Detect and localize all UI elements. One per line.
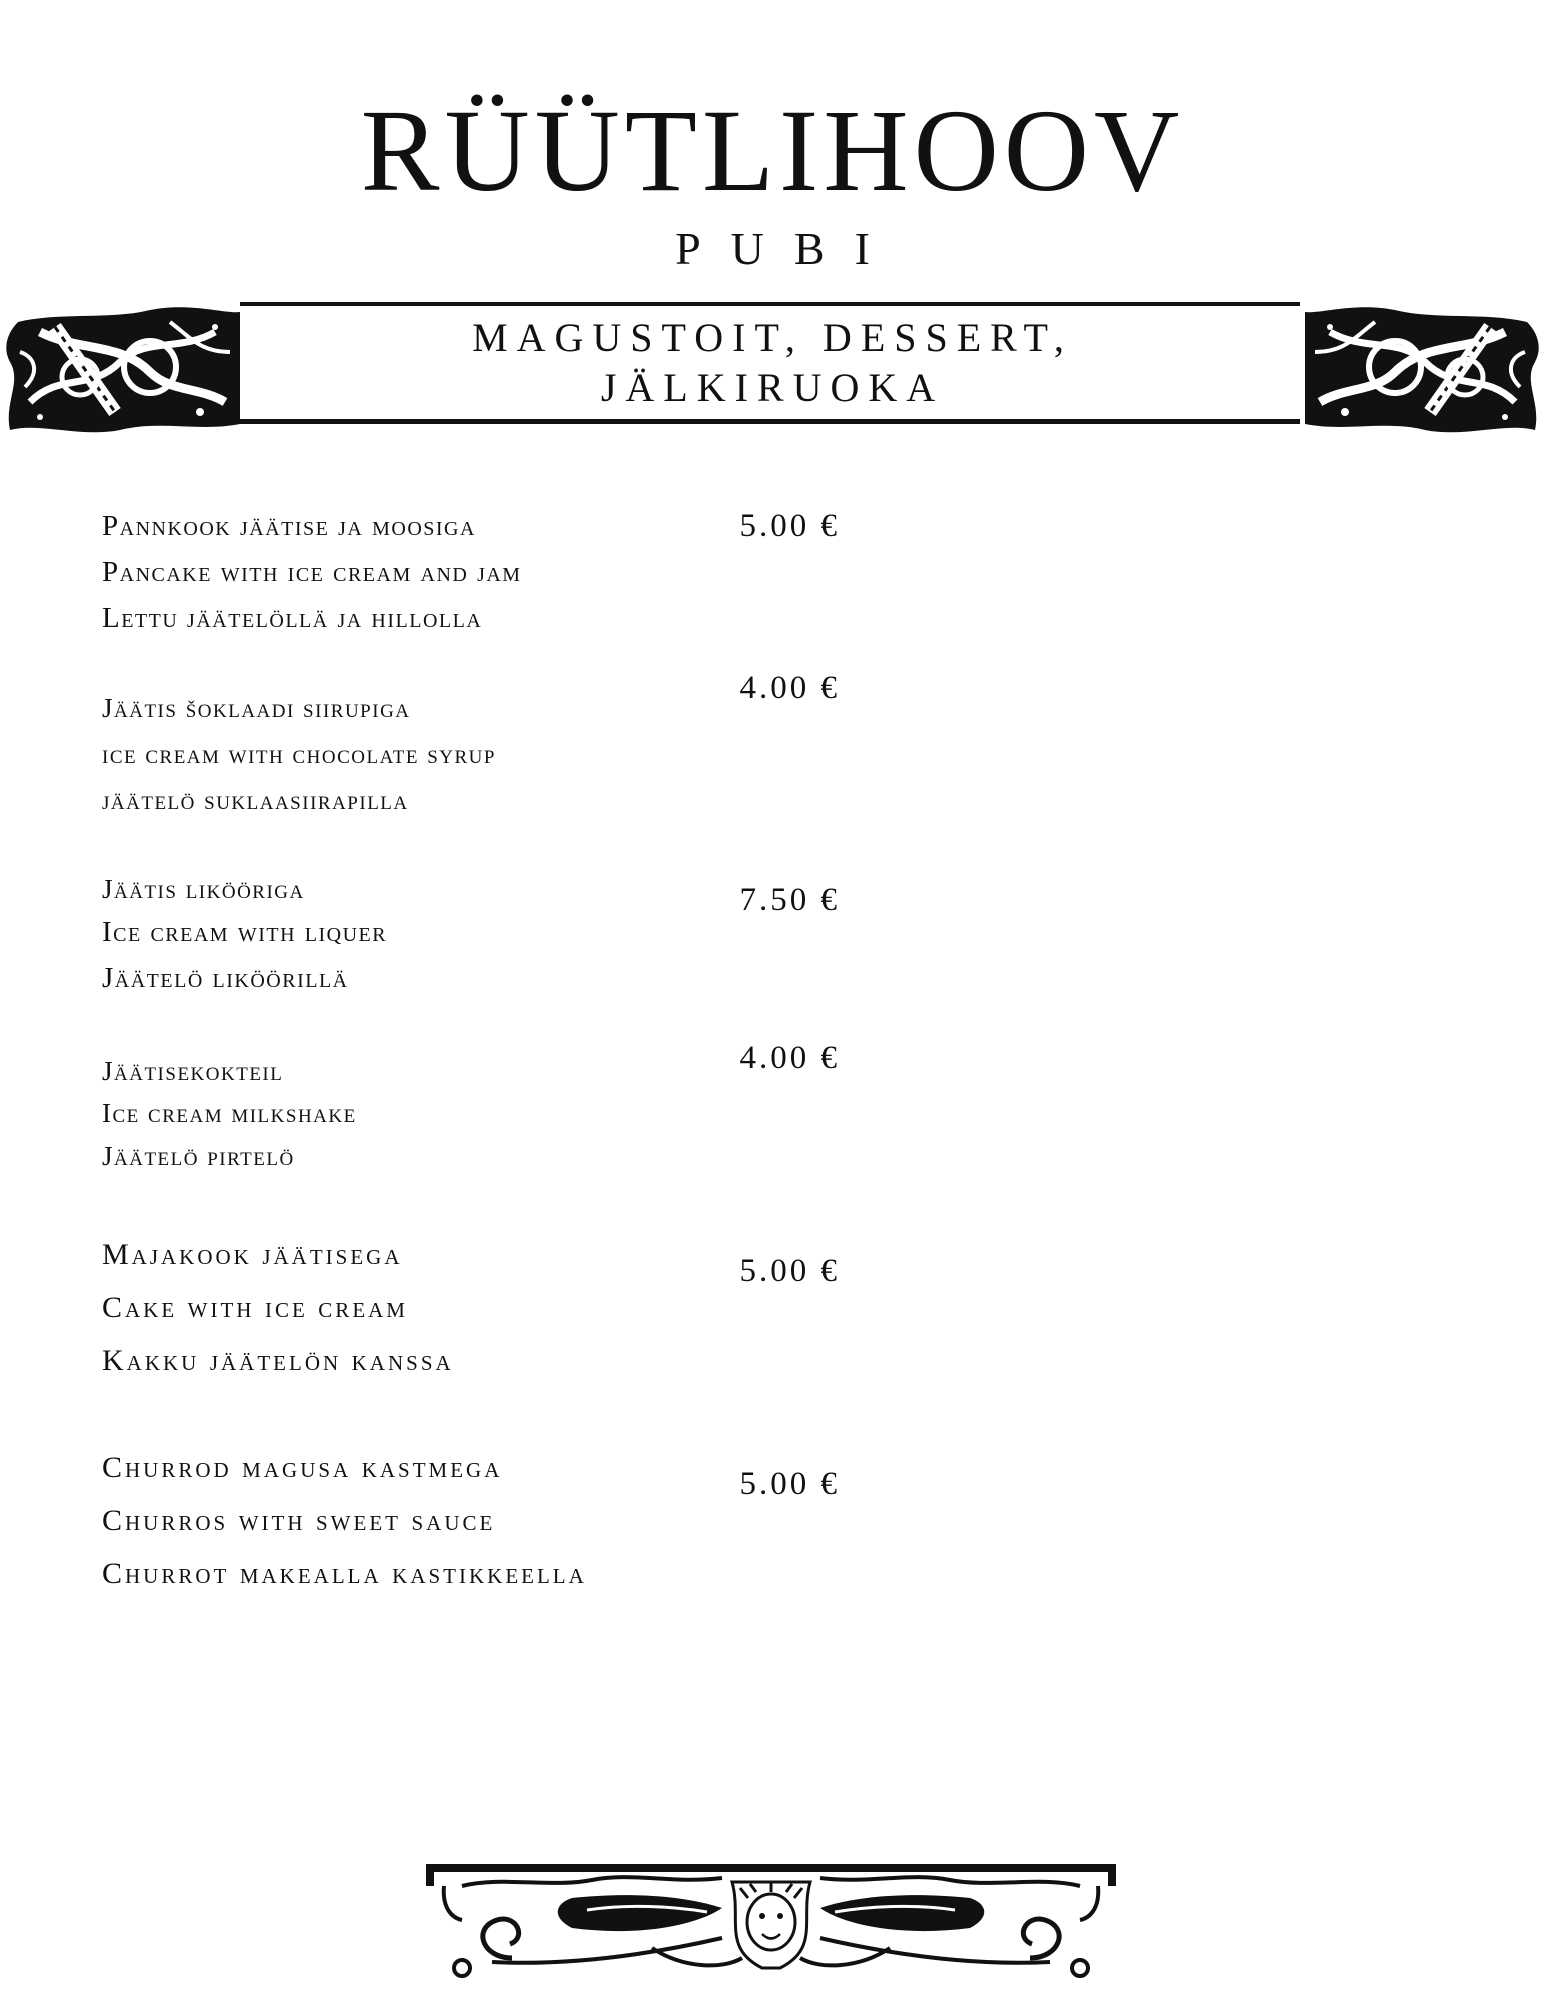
item-name-english: Churros with sweet sauce	[102, 1504, 496, 1537]
item-name-estonian: Jäätis likööriga	[102, 874, 305, 904]
item-name-finnish: Jäätelö liköörillä	[102, 962, 349, 994]
mask-scroll-ornament-icon	[422, 1858, 1120, 1986]
item-price: 5.00 €	[739, 1253, 840, 1289]
item-name-estonian: Pannkook jäätise ja moosiga	[102, 510, 476, 542]
item-name-finnish: Kakku jäätelön kanssa	[102, 1344, 454, 1377]
knotwork-ornament-icon	[1300, 292, 1545, 440]
item-name-english: ice cream with chocolate syrup	[102, 739, 496, 769]
item-name-estonian: Jäätisekokteil	[102, 1056, 284, 1086]
restaurant-subtitle: PUBI	[675, 223, 900, 274]
item-name-english: Pancake with ice cream and jam	[102, 556, 522, 588]
restaurant-title: RÜÜTLIHOOV	[360, 85, 1185, 216]
item-name-estonian: Churrod magusa kastmega	[102, 1451, 503, 1484]
item-name-estonian: Majakook jäätisega	[102, 1238, 403, 1271]
section-heading-line: JÄLKIRUOKA	[600, 364, 945, 410]
item-name-finnish: Churrot makealla kastikkeella	[102, 1557, 587, 1590]
item-name-finnish: Jäätelö pirtelö	[102, 1141, 295, 1171]
item-price: 4.00 €	[739, 670, 840, 706]
item-price: 5.00 €	[739, 508, 840, 544]
item-price: 5.00 €	[739, 1466, 840, 1502]
section-heading-line: MAGUSTOIT, DESSERT,	[472, 314, 1073, 360]
section-banner	[0, 292, 1545, 440]
item-name-english: Ice cream with liquer	[102, 916, 388, 948]
item-name-finnish: Lettu jäätelöllä ja hillolla	[102, 602, 483, 634]
item-name-estonian: Jäätis šoklaadi siirupiga	[102, 693, 411, 723]
section-heading	[240, 302, 1305, 424]
item-name-english: Cake with ice cream	[102, 1291, 408, 1324]
item-name-english: Ice cream milkshake	[102, 1098, 357, 1128]
knotwork-ornament-icon	[0, 292, 245, 440]
item-price: 7.50 €	[739, 882, 840, 918]
item-price: 4.00 €	[739, 1040, 840, 1076]
item-name-finnish: jäätelö suklaasiirapilla	[102, 785, 409, 815]
